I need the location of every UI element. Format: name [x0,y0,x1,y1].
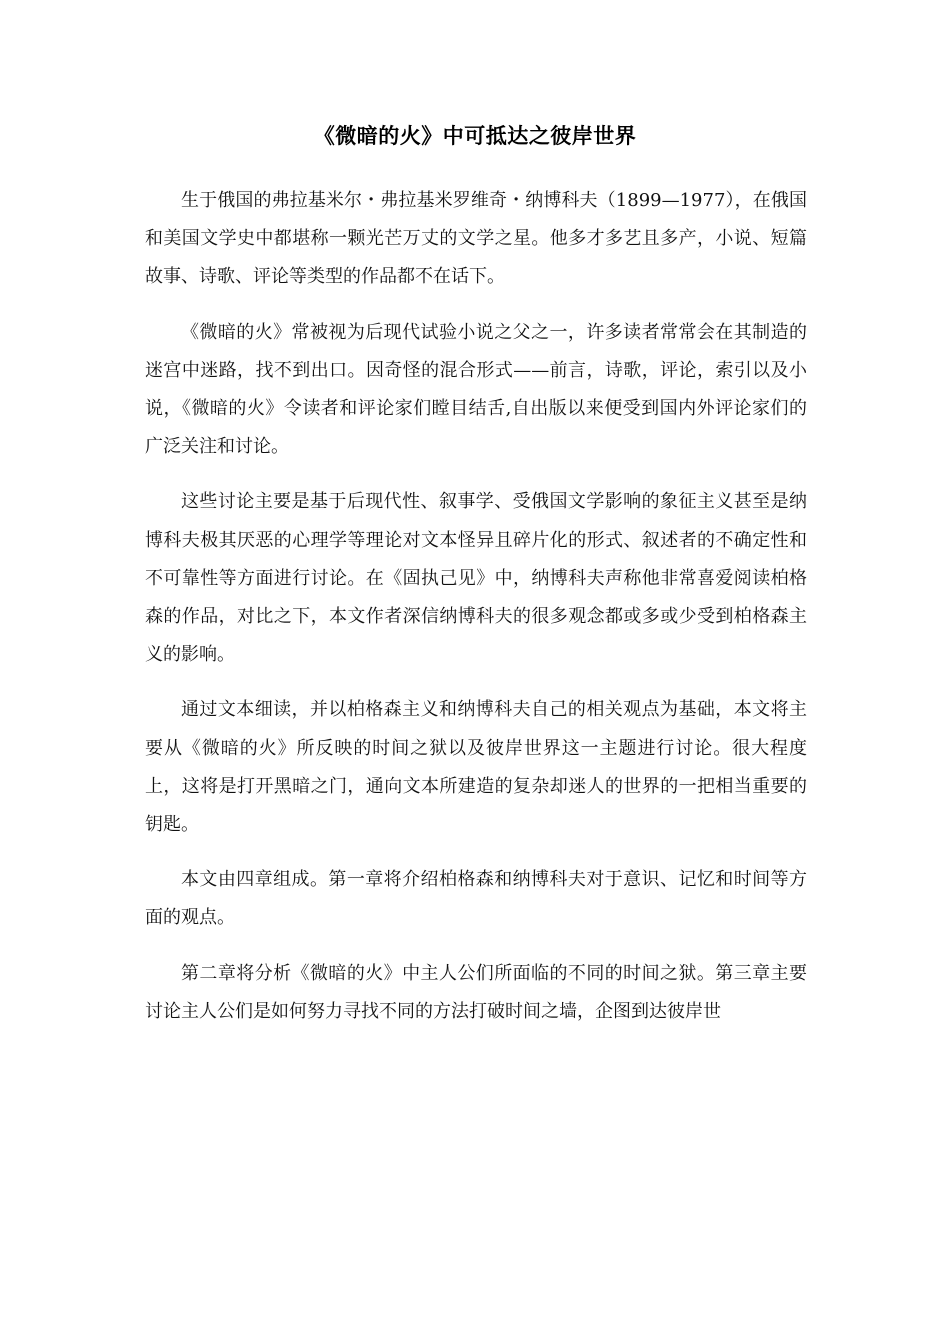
paragraph: 本文由四章组成。第一章将介绍柏格森和纳博科夫对于意识、记忆和时间等方面的观点。 [145,869,807,929]
paragraph: 这些讨论主要是基于后现代性、叙事学、受俄国文学影响的象征主义甚至是纳博科夫极其厌恶的心理学等理论对文本怪异且碎片化的形式、叙述者的不确定性和不可靠性等方面进行讨论。在《固执己见》中，纳博科夫声称他非常喜爱阅读柏格森的作品，对比之下，本文作者深信纳博科夫的很多观念都或多或少受到柏格森主义的影响。 [145,491,807,666]
paragraph: 生于俄国的弗拉基米尔・弗拉基米罗维奇・纳博科夫（1899—1977），在俄国和美国文学史中都堪称一颗光芒万丈的文学之星。他多才多艺且多产，小说、短篇故事、诗歌、评论等类型的作品都不在话下。 [145,190,807,288]
document-body [145,182,807,1048]
document-title: 《微暗的火》中可抵达之彼岸世界 [313,124,637,148]
paragraph: 《微暗的火》常被视为后现代试验小说之父之一，许多读者常常会在其制造的迷宫中迷路，找不到出口。因奇怪的混合形式——前言，诗歌，评论，索引以及小说，《微暗的火》令读者和评论家们瞠目结舌,自出版以来便受到国内外评论家们的广泛关注和讨论。 [145,321,807,458]
paragraph: 第二章将分析《微暗的火》中主人公们所面临的不同的时间之狱。第三章主要讨论主人公们是如何努力寻找不同的方法打破时间之墙，企图到达彼岸世 [145,962,807,1022]
paragraph: 通过文本细读，并以柏格森主义和纳博科夫自己的相关观点为基础，本文将主要从《微暗的火》所反映的时间之狱以及彼岸世界这一主题进行讨论。很大程度上，这将是打开黑暗之门，通向文本所建造的复杂却迷人的世界的一把相当重要的钥匙。 [145,699,807,836]
